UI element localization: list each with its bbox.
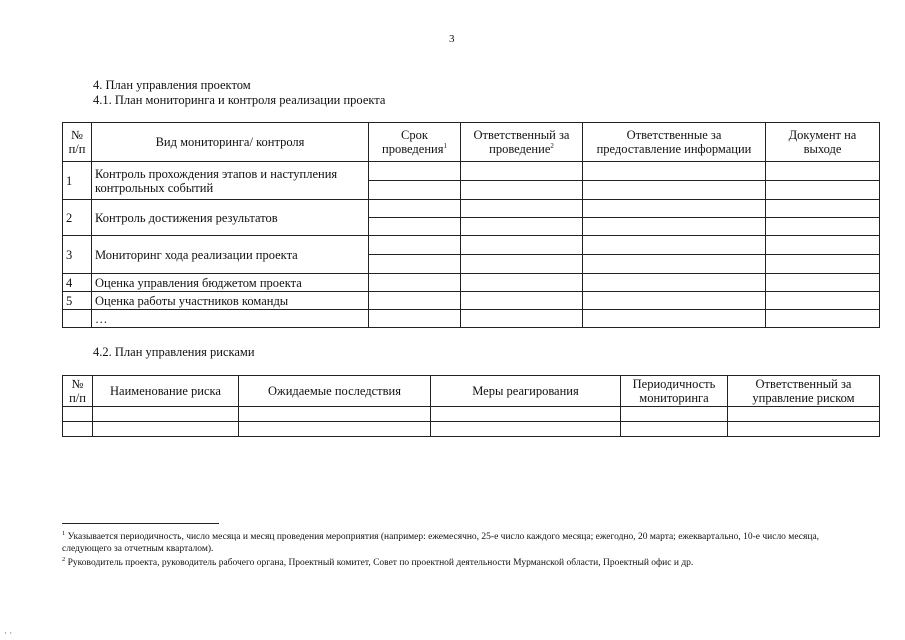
- header-info-providers: Ответственные за предоставление информации: [583, 123, 766, 162]
- table-row: [63, 274, 880, 292]
- footnote-ref-2: 2: [550, 141, 554, 150]
- header-responsible-label: Ответственный за проведение: [473, 128, 570, 156]
- row-number: 5: [63, 292, 92, 310]
- risk-plan-table: [62, 375, 880, 437]
- table-header-row: [63, 376, 880, 407]
- footnote-ref-1: 1: [443, 141, 447, 150]
- table-row: [63, 292, 880, 310]
- header-term: [369, 123, 461, 162]
- row-name: Контроль прохождения этапов и наступления контрольных событий: [92, 162, 369, 200]
- subsection-risks-title: 4.2. План управления рисками: [93, 345, 255, 359]
- header-responsible: [461, 123, 583, 162]
- footnote-separator: [62, 523, 219, 524]
- row-name: Оценка управления бюджетом проекта: [92, 274, 369, 292]
- page-number: 3: [449, 33, 455, 45]
- header-monitoring-type: Вид мониторинга/ контроля: [92, 123, 369, 162]
- header-measures: Меры реагирования: [431, 376, 621, 407]
- footnote-1-mark: 1: [62, 529, 66, 537]
- header-risk-name: Наименование риска: [93, 376, 239, 407]
- footnote-2-text: Руководитель проекта, руководитель рабочего органа, Проектный комитет, Совет по проектной деятельности Мурманской области, Проектный офис и др.: [67, 558, 694, 568]
- table-row: [63, 162, 880, 181]
- header-frequency: Периодичность мониторинга: [621, 376, 728, 407]
- header-term-label: Срок проведения: [382, 128, 444, 156]
- row-number: 3: [63, 236, 92, 274]
- corner-mark: · ·: [4, 628, 13, 638]
- header-consequences: Ожидаемые последствия: [239, 376, 431, 407]
- row-name: …: [92, 310, 369, 328]
- header-output-document: Документ на выходе: [766, 123, 880, 162]
- section-title: 4. План управления проектом: [93, 78, 251, 92]
- footnote-1: [62, 531, 852, 555]
- subsection-monitoring-title: 4.1. План мониторинга и контроля реализации проекта: [93, 93, 386, 107]
- footnote-2-mark: 2: [62, 555, 66, 563]
- row-number: 2: [63, 200, 92, 236]
- table-row: [63, 200, 880, 218]
- footnote-2: [62, 557, 852, 569]
- table-row: [63, 310, 880, 328]
- table-row: [63, 422, 880, 437]
- row-number: [63, 310, 92, 328]
- header-number: № п/п: [63, 376, 93, 407]
- row-name: Мониторинг хода реализации проекта: [92, 236, 369, 274]
- header-number: № п/п: [63, 123, 92, 162]
- table-row: [63, 407, 880, 422]
- row-name: Оценка работы участников команды: [92, 292, 369, 310]
- row-number: 1: [63, 162, 92, 200]
- table-header-row: [63, 123, 880, 162]
- row-number: 4: [63, 274, 92, 292]
- row-name: Контроль достижения результатов: [92, 200, 369, 236]
- monitoring-plan-table: [62, 122, 880, 328]
- table-row: [63, 236, 880, 255]
- footnote-1-text: Указывается периодичность, число месяца и месяц проведения мероприятия (например: ежемесячно, 25-е число каждого месяца; ежегодно, 20 марта; ежеквартально, 10-е число месяца, следующего за отчетным кварталом).: [62, 532, 820, 554]
- header-risk-responsible: Ответственный за управление риском: [728, 376, 880, 407]
